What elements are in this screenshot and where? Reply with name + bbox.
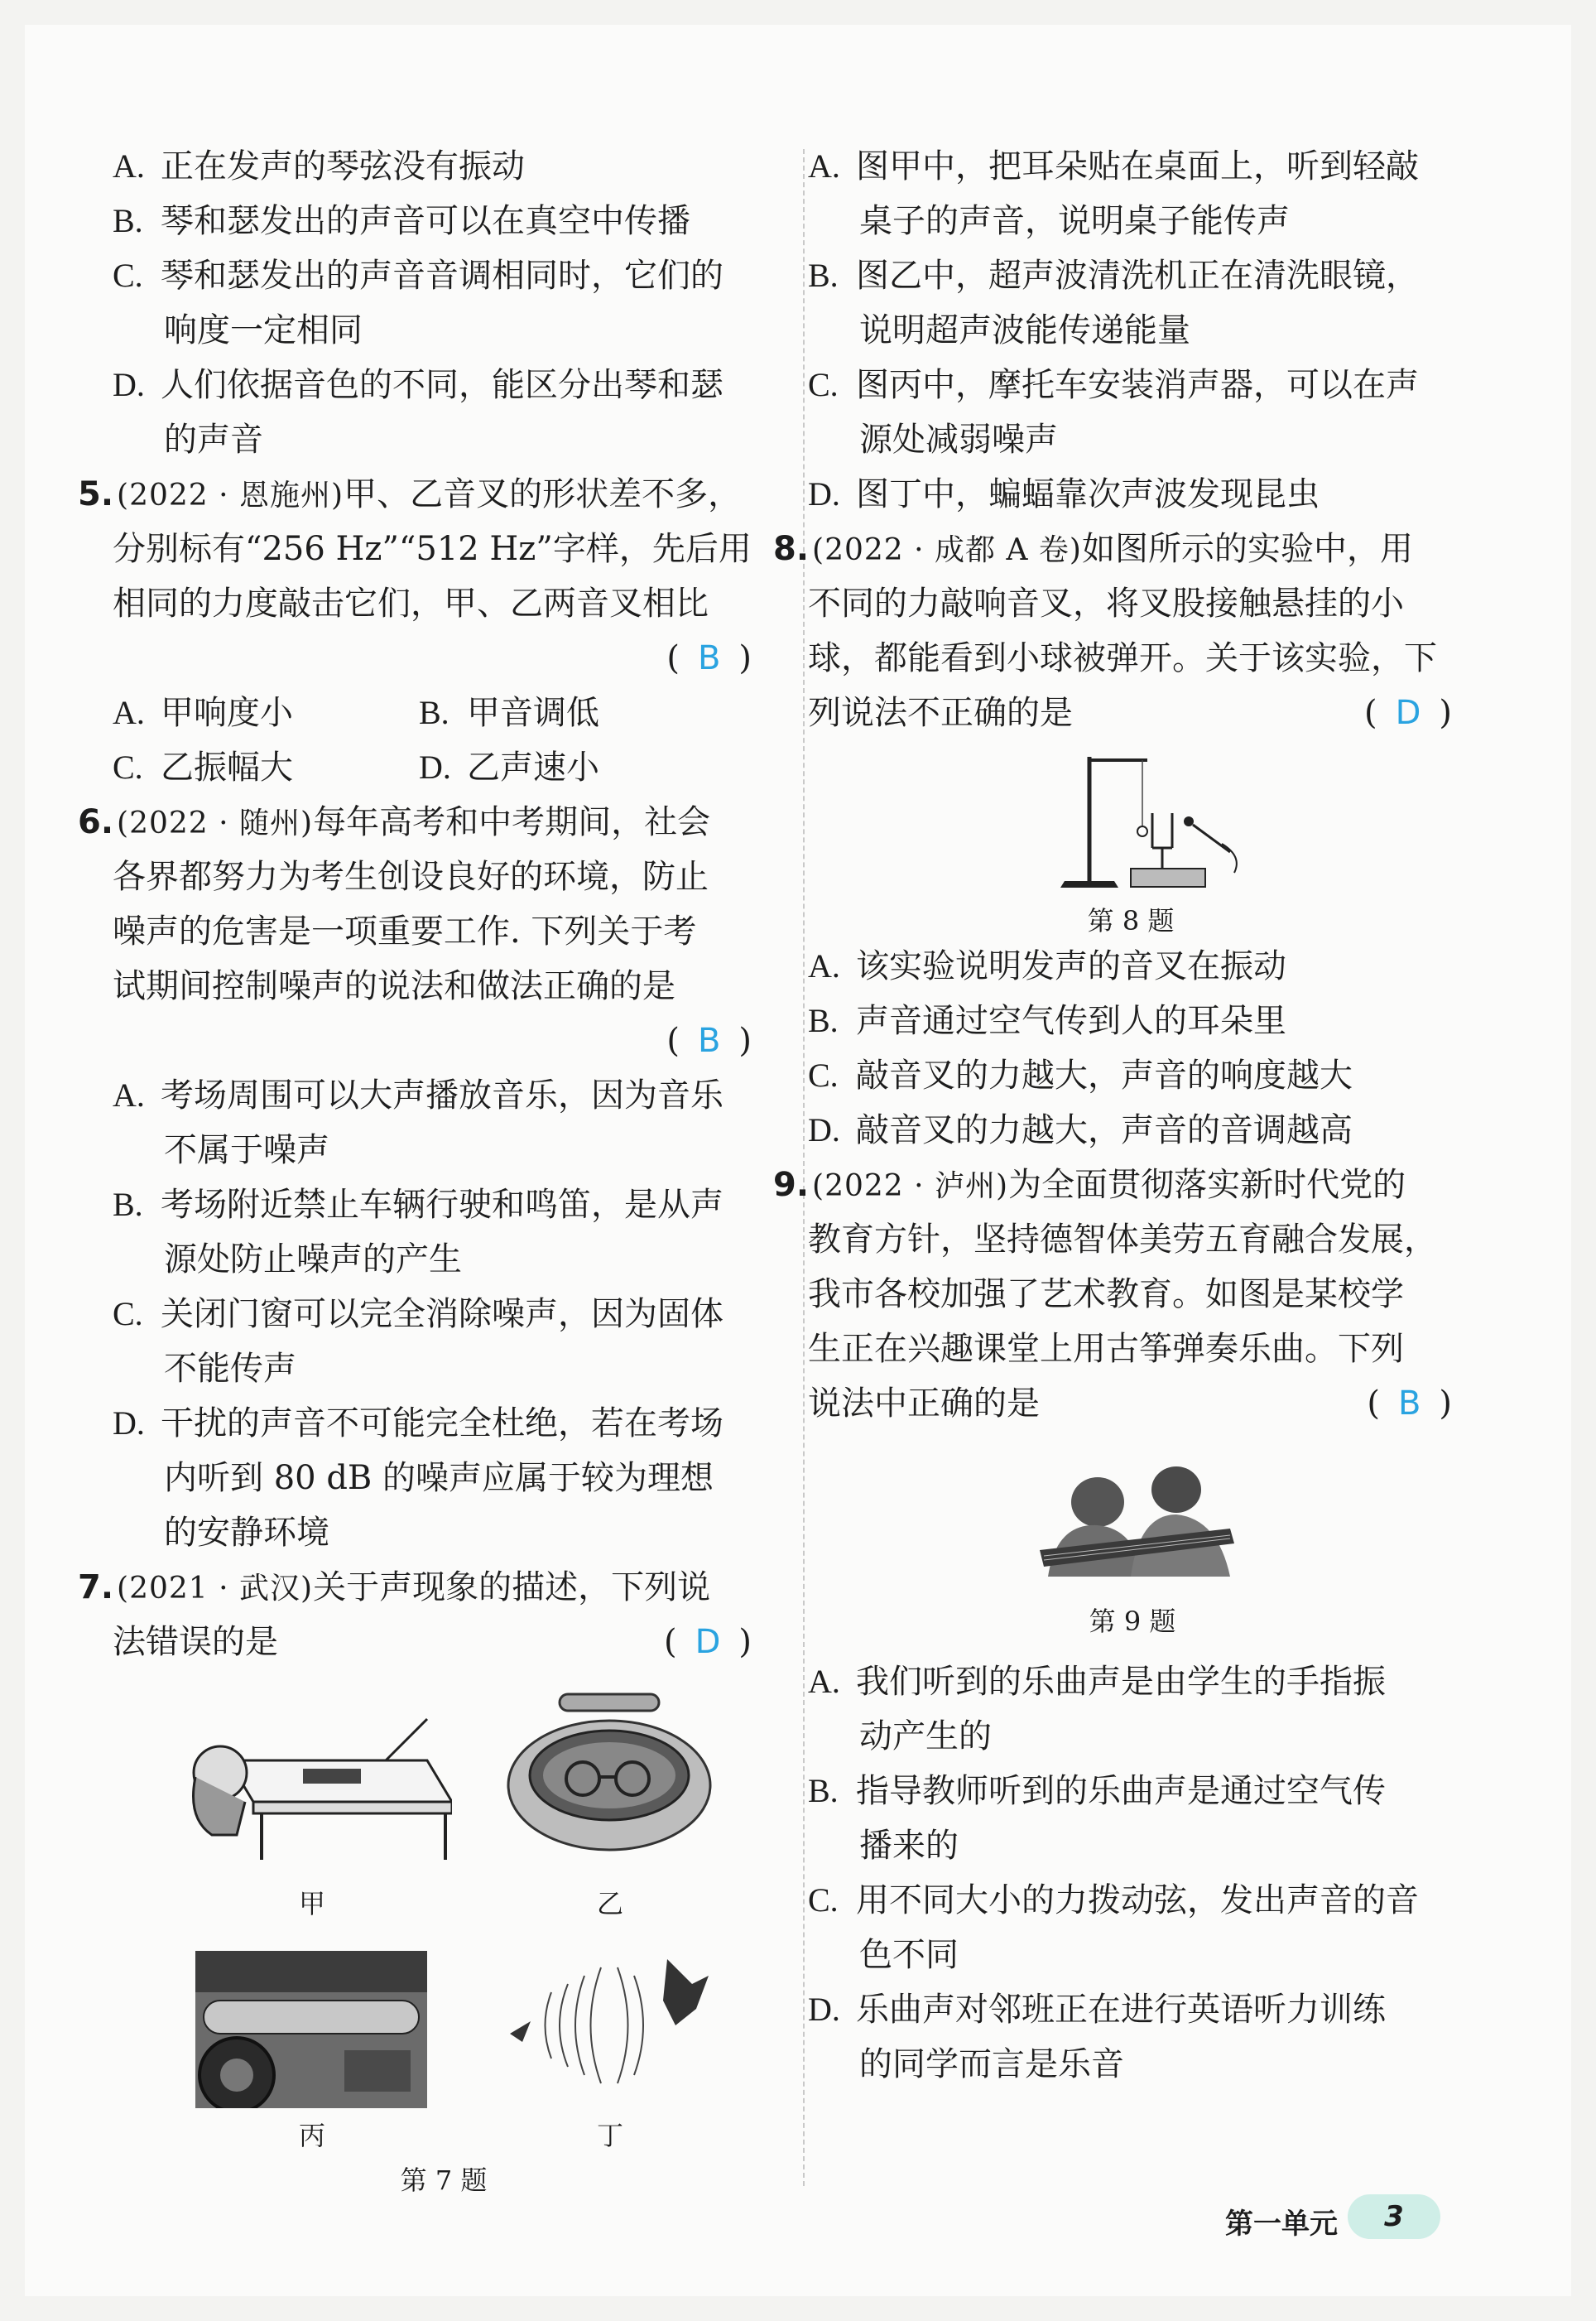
q5-stem-line2: 分别标有“256 Hz”“512 Hz”字样，先后用 [113, 530, 752, 568]
q7-option-d: D. 图丁中，蝙蝠靠次声波发现昆虫 [808, 475, 1320, 513]
right-column [773, 139, 1459, 2092]
q6-option-d-cont2: 的安静环境 [164, 1514, 329, 1552]
q7-answer: ( D ) [663, 1623, 752, 1661]
q8-answer: ( D ) [1363, 694, 1452, 732]
q8-stem-line3: 球，都能看到小球被弹开。关于该实验，下 [808, 639, 1437, 677]
q7-option-a-cont: 桌子的声音，说明桌子能传声 [859, 202, 1290, 240]
q6-option-d-cont: 内听到 80 dB 的噪声应属于较为理想 [164, 1459, 714, 1497]
q4-option-d: D. 人们依据音色的不同，能区分出琴和瑟 [113, 366, 723, 404]
q8-option-a: A. 该实验说明发声的音叉在振动 [808, 947, 1286, 985]
q4-option-b: B. 琴和瑟发出的声音可以在真空中传播 [113, 202, 690, 240]
q6-option-b: B. 考场附近禁止车辆行驶和鸣笛，是从声 [113, 1186, 723, 1224]
tuning-fork-pendulum-diagram [1056, 749, 1247, 898]
label-yi: 乙 [597, 1888, 624, 1919]
q6-option-c-cont: 不能传声 [164, 1350, 296, 1388]
q6-stem: 6. (2022 · 随州)每年高考和中考期间，社会 [78, 803, 711, 841]
guzheng-students-photo [1031, 1452, 1238, 1577]
q8-stem-line4: 列说法不正确的是 ( D ) [808, 686, 1459, 740]
q9-stem-line5: 说法中正确的是 ( B ) [808, 1376, 1459, 1431]
q6-option-c: C. 关闭门窗可以完全消除噪声，因为固体 [113, 1295, 723, 1333]
q6-option-a-cont: 不属于噪声 [164, 1131, 329, 1169]
q7-option-b-cont: 说明超声波能传递能量 [859, 311, 1190, 349]
q9-option-c: C. 用不同大小的力拨动弦，发出声音的音 [808, 1881, 1419, 1919]
q6-stem-line3: 噪声的危害是一项重要工作. 下列关于考 [113, 913, 697, 951]
q9-stem-line3: 我市各校加强了艺术教育。如图是某校学 [808, 1275, 1404, 1313]
q8-option-c: C. 敲音叉的力越大，声音的响度越大 [808, 1057, 1353, 1095]
q5-option-c: C. 乙振幅大 [113, 749, 293, 787]
label-jia: 甲 [299, 1888, 326, 1919]
q9-option-a-cont: 动产生的 [859, 1717, 992, 1755]
q5-answer: ( B ) [666, 639, 752, 677]
q9-stem-line4: 生正在兴趣课堂上用古筝弹奏乐曲。下列 [808, 1330, 1404, 1368]
figure-ding-bat-echolocation [502, 1943, 717, 2108]
q9-option-d-cont: 的同学而言是乐音 [859, 2045, 1124, 2083]
q7-option-c: C. 图丙中，摩托车安装消声器，可以在声 [808, 366, 1419, 404]
left-column [78, 139, 758, 2232]
q9-stem-line2: 教育方针，坚持德智体美劳五育融合发展， [808, 1221, 1437, 1259]
figure-bing-motorcycle-muffler [195, 1951, 427, 2108]
q6-answer: ( B ) [666, 1022, 752, 1060]
q5-option-b: B. 甲音调低 [419, 694, 599, 732]
q9-option-b: B. 指导教师听到的乐曲声是通过空气传 [808, 1772, 1386, 1810]
q4-option-c-cont: 响度一定相同 [164, 311, 363, 349]
q9-stem: 9. (2022 · 泸州)为全面贯彻落实新时代党的 [773, 1166, 1406, 1204]
figure-jia-desk-listening [179, 1711, 452, 1860]
q6-stem-line2: 各界都努力为考生创设良好的环境，防止 [113, 858, 709, 896]
q9-option-b-cont: 播来的 [859, 1827, 959, 1865]
q9-caption: 第 9 题 [1089, 1606, 1176, 1637]
q6-option-a: A. 考场周围可以大声播放音乐，因为音乐 [113, 1076, 723, 1115]
q7-figure [113, 1686, 758, 2232]
q8-option-b: B. 声音通过空气传到人的耳朵里 [808, 1002, 1286, 1040]
q7-caption: 第 7 题 [400, 2165, 488, 2196]
q5-option-d: D. 乙声速小 [419, 749, 599, 787]
q8-caption: 第 8 题 [1087, 905, 1175, 937]
q8-option-d: D. 敲音叉的力越大，声音的音调越高 [808, 1111, 1353, 1149]
q8-stem-line2: 不同的力敲响音叉，将叉股接触悬挂的小 [808, 585, 1404, 623]
q5-option-a: A. 甲响度小 [113, 694, 293, 732]
q5-options-row2 [113, 740, 758, 795]
q5-options-row1 [113, 686, 758, 740]
q9-option-c-cont: 色不同 [859, 1936, 959, 1974]
q7-stem-line2: 法错误的是 ( D ) [113, 1615, 758, 1669]
page-number: 3 [1348, 2194, 1440, 2239]
q7-stem: 7. (2021 · 武汉)关于声现象的描述，下列说 [78, 1568, 711, 1606]
q7-option-a: A. 图甲中，把耳朵贴在桌面上，听到轻敲 [808, 147, 1419, 185]
q8-figure [808, 740, 1459, 939]
q4-option-c: C. 琴和瑟发出的声音音调相同时，它们的 [113, 257, 723, 295]
label-bing: 丙 [299, 2120, 326, 2151]
q7-option-c-cont: 源处减弱噪声 [859, 421, 1058, 459]
figure-yi-ultrasonic-cleaner [502, 1686, 717, 1860]
q6-option-d: D. 干扰的声音不可能完全杜绝，若在考场 [113, 1404, 723, 1442]
q9-answer: ( B ) [1367, 1384, 1452, 1423]
q5-stem: 5. (2022 · 恩施州)甲、乙音叉的形状差不多， [78, 475, 742, 513]
q8-stem: 8. (2022 · 成都 A 卷)如图所示的实验中，用 [773, 530, 1413, 568]
q7-option-b: B. 图乙中，超声波清洗机正在清洗眼镜， [808, 257, 1419, 295]
q4-option-a: A. 正在发声的琴弦没有振动 [113, 147, 525, 185]
q4-option-d-cont: 的声音 [164, 421, 263, 459]
q9-option-d: D. 乐曲声对邻班正在进行英语听力训练 [808, 1991, 1386, 2029]
q9-figure [808, 1431, 1459, 1654]
unit-title: 第一单元 [1225, 2208, 1338, 2241]
q6-stem-line4: 试期间控制噪声的说法和做法正确的是 [113, 967, 675, 1005]
q5-stem-line3: 相同的力度敲击它们，甲、乙两音叉相比 [113, 585, 709, 623]
q6-option-b-cont: 源处防止噪声的产生 [164, 1240, 462, 1278]
label-ding: 丁 [597, 2120, 624, 2151]
q9-option-a: A. 我们听到的乐曲声是由学生的手指振 [808, 1663, 1386, 1701]
